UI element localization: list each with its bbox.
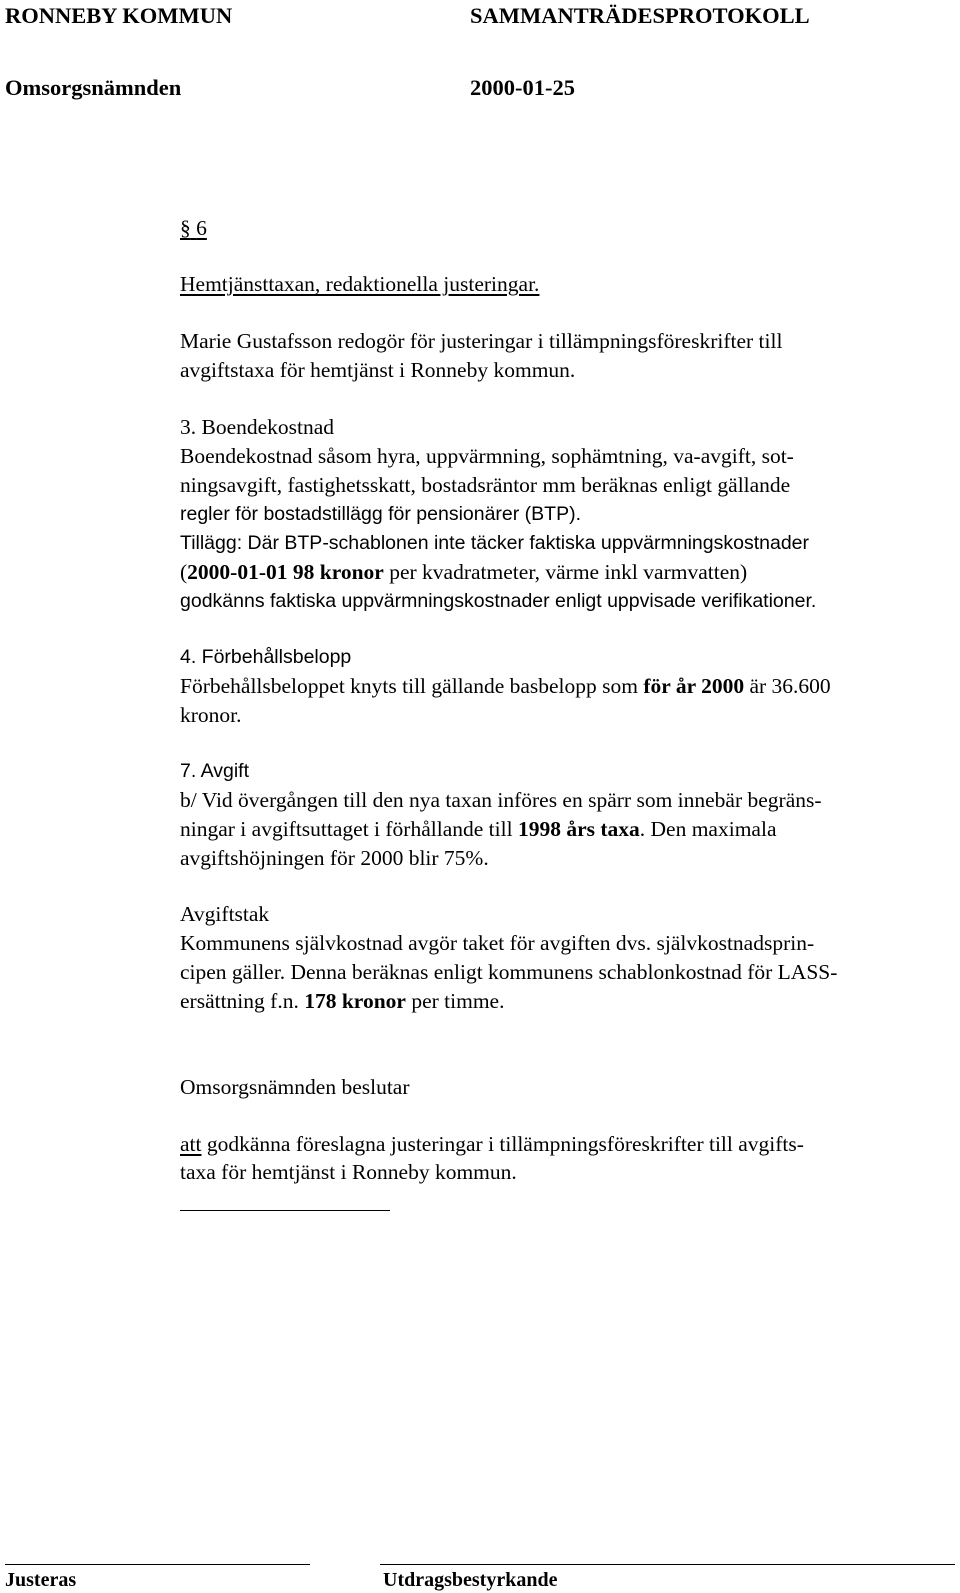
item7-heading: 7. Avgift xyxy=(180,760,250,782)
org-name: RONNEBY KOMMUN xyxy=(5,3,233,28)
item3-line-5-pre: ( xyxy=(180,560,188,584)
item3-line-5-bold: 2000-01-01 98 kronor xyxy=(187,560,384,584)
avgiftstak-line-3-post: per timme. xyxy=(405,989,505,1013)
footer-justeras: Justeras xyxy=(5,1569,77,1591)
item7-line-2 xyxy=(180,815,776,843)
paragraph-sign: § xyxy=(180,216,191,240)
item4-heading: 4. Förbehållsbelopp xyxy=(180,646,352,668)
separator-rule xyxy=(180,1210,390,1211)
item3-line-3: regler för bostadstillägg för pensionärer (BTP). xyxy=(180,503,582,525)
item3-heading: 3. Boendekostnad xyxy=(180,415,335,439)
avgiftstak-line-3-pre: ersättning f.n. xyxy=(180,989,305,1013)
item3-line-1: Boendekostnad såsom hyra, uppvärmning, sophämtning, va-avgift, sot- xyxy=(180,444,794,468)
item7-line-2-bold: 1998 års taxa xyxy=(517,817,640,841)
avgiftstak-line-1: Kommunens självkostnad avgör taket för avgiften dvs. självkostnadsprin- xyxy=(180,931,815,955)
decision-line-1-rest: godkänna föreslagna justeringar i tillämpningsföreskrifter till avgifts- xyxy=(201,1132,804,1156)
item7-line-2-pre: ningar i avgiftsuttaget i förhållande till xyxy=(180,817,518,841)
meeting-date: 2000-01-25 xyxy=(470,75,575,100)
item4-line-1-post: är 36.600 xyxy=(744,674,831,698)
item7-line-3: avgiftshöjningen för 2000 blir 75%. xyxy=(180,846,489,870)
intro-line-1: Marie Gustafsson redogör för justeringar i tillämpningsföreskrifter till xyxy=(180,329,783,353)
section-number xyxy=(180,214,207,242)
avgiftstak-line-3-bold: 178 kronor xyxy=(304,989,406,1013)
item4-line-1-bold: för år 2000 xyxy=(643,674,745,698)
avgiftstak-line-3 xyxy=(180,987,504,1015)
item4-line-1 xyxy=(180,672,831,700)
intro-line-2: avgiftstaxa för hemtjänst i Ronneby kommun. xyxy=(180,358,576,382)
item3-line-5 xyxy=(180,558,747,586)
document-type: SAMMANTRÄDESPROTOKOLL xyxy=(470,3,810,28)
avgiftstak-line-2: cipen gäller. Denna beräknas enligt kommunens schablonkostnad för LASS- xyxy=(180,960,838,984)
decision-line-2: taxa för hemtjänst i Ronneby kommun. xyxy=(180,1160,517,1184)
item7-line-2-post: . Den maximala xyxy=(639,817,777,841)
item3-line-4: Tillägg: Där BTP-schablonen inte täcker faktiska uppvärmningskostnader xyxy=(180,532,809,554)
decision-att: att xyxy=(180,1132,202,1156)
decision-line-1 xyxy=(180,1130,804,1158)
decision-heading: Omsorgsnämnden beslutar xyxy=(180,1075,410,1099)
item7-line-1: b/ Vid övergången till den nya taxan införes en spärr som innebär begräns- xyxy=(180,788,822,812)
item3-line-5-post: per kvadratmeter, värme inkl varmvatten) xyxy=(383,560,748,584)
footer-utdragsbestyrkande: Utdragsbestyrkande xyxy=(383,1569,558,1591)
section-title: Hemtjänsttaxan, redaktionella justeringar. xyxy=(180,272,540,296)
section-number-value: 6 xyxy=(196,216,207,240)
footer-rule-right xyxy=(380,1564,955,1565)
item3-line-6: godkänns faktiska uppvärmningskostnader enligt uppvisade verifikationer. xyxy=(180,590,817,612)
footer-rule-left xyxy=(5,1564,310,1565)
item4-line-1-pre: Förbehållsbeloppet knyts till gällande basbelopp som xyxy=(180,674,644,698)
avgiftstak-heading: Avgiftstak xyxy=(180,902,270,926)
committee-name: Omsorgsnämnden xyxy=(5,75,182,100)
item4-line-2: kronor. xyxy=(180,703,242,727)
item3-line-2: ningsavgift, fastighetsskatt, bostadsräntor mm beräknas enligt gällande xyxy=(180,473,791,497)
